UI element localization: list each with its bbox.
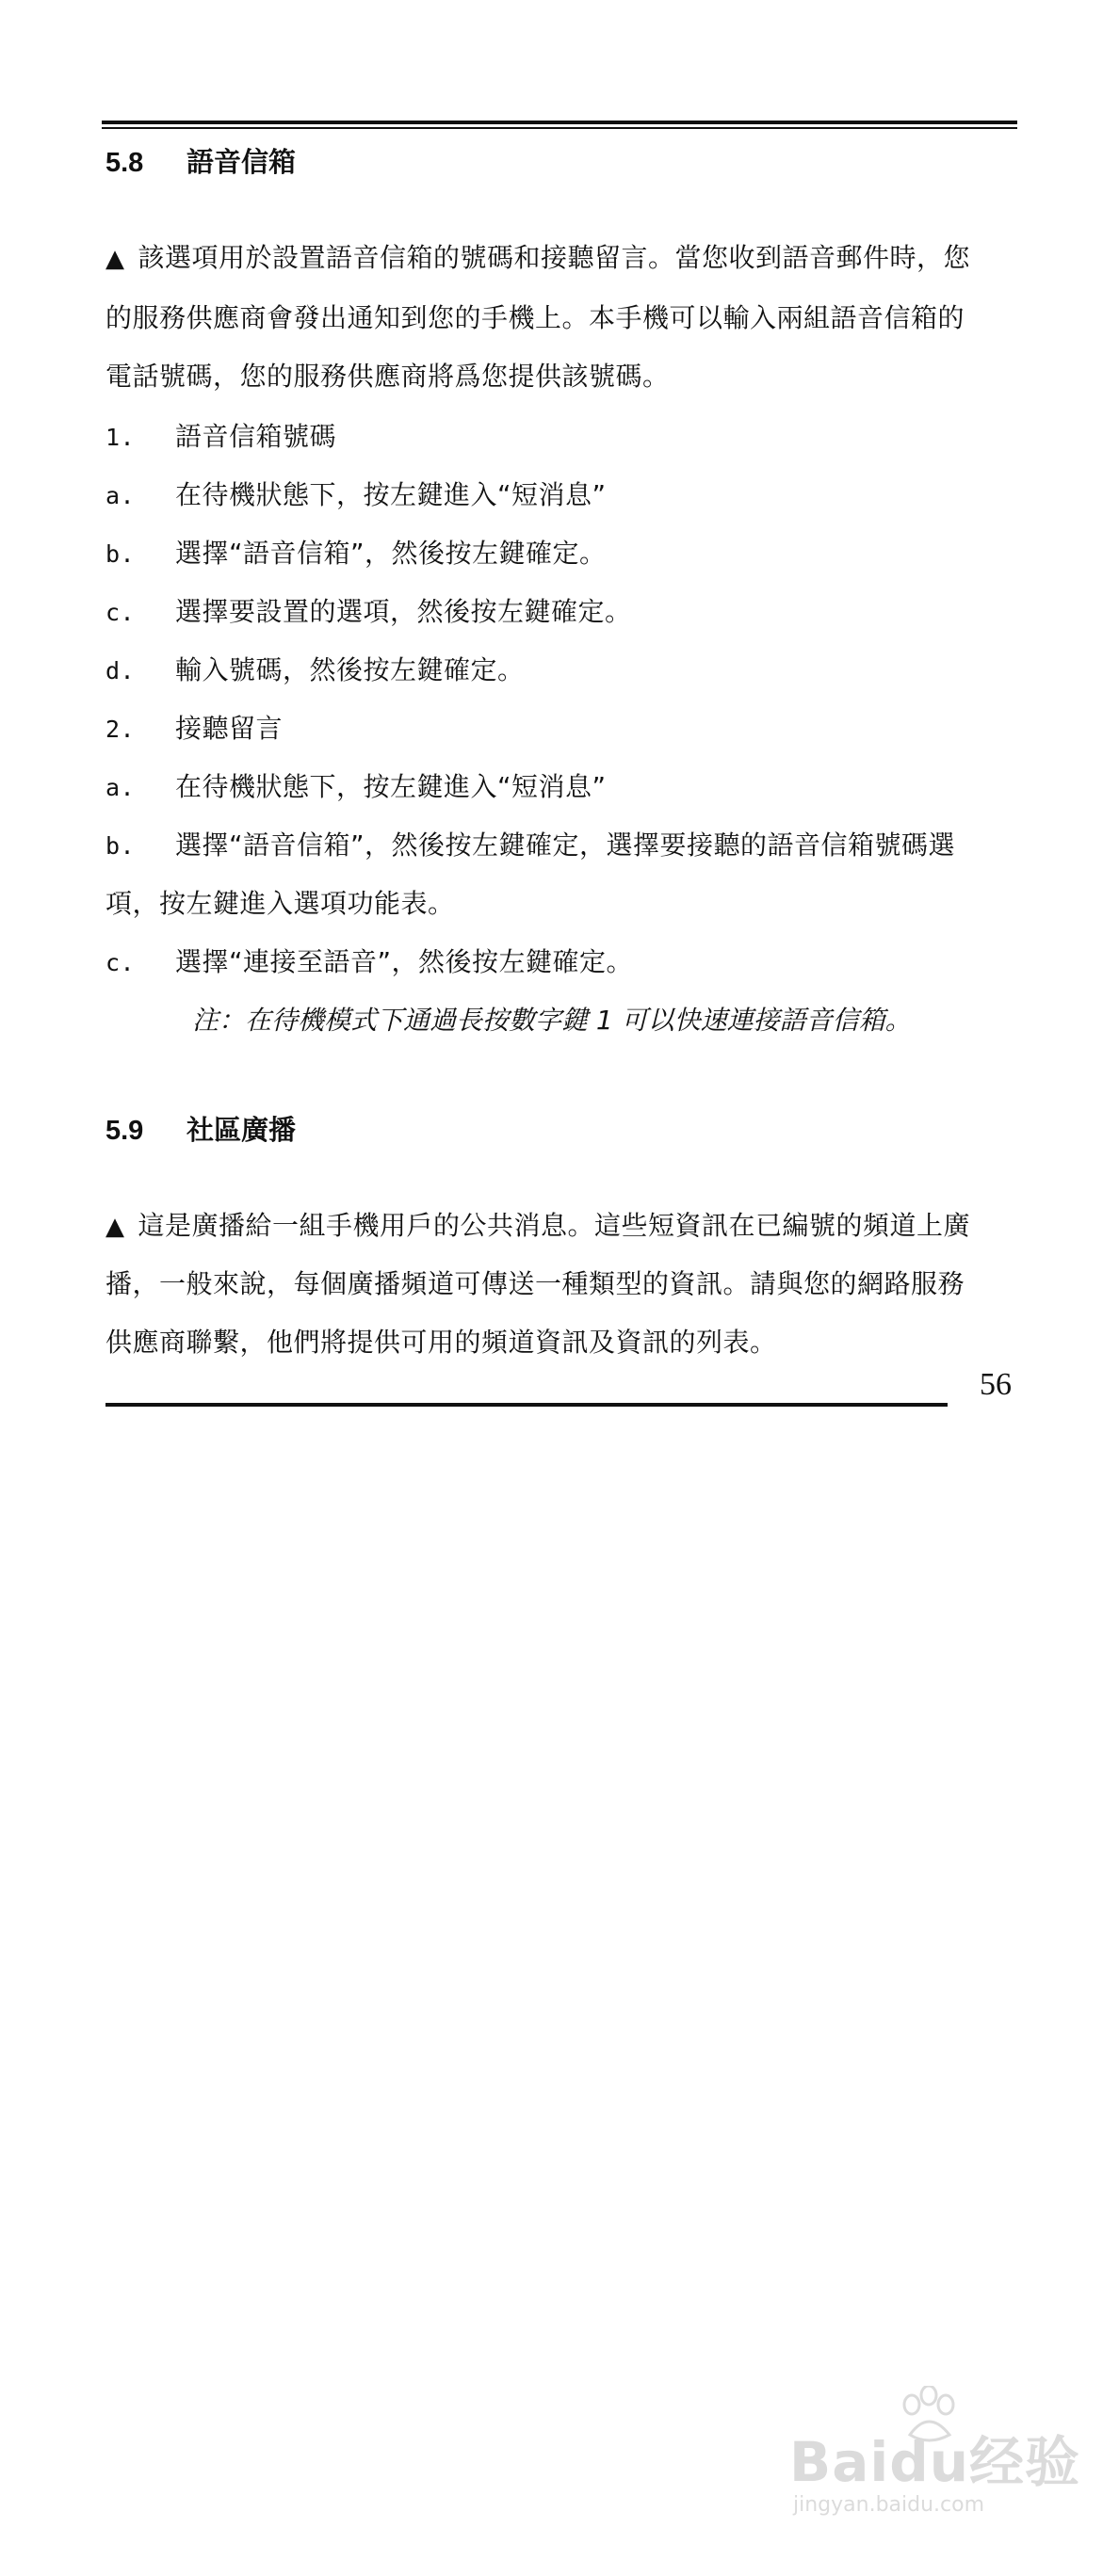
list-marker: d. <box>105 657 136 684</box>
list-item-text: 選擇“語音信箱”，然後按左鍵確定，選擇要接聽的語音信箱號碼選 <box>175 829 956 861</box>
list-item <box>105 416 336 454</box>
list-item <box>105 650 525 687</box>
paragraph-line: 的服務供應商會發出通知到您的手機上。本手機可以輸入兩組語音信箱的 <box>105 302 965 333</box>
list-item-text: 語音信箱號碼 <box>175 421 337 452</box>
header-rule-thin <box>102 127 1017 129</box>
list-marker: c. <box>105 949 136 976</box>
watermark-url: jingyan.baidu.com <box>793 2493 985 2517</box>
list-item-text: 在待機狀態下，按左鍵進入“短消息” <box>175 479 607 510</box>
list-marker: a. <box>105 774 136 801</box>
paragraph-line: 電話號碼，您的服務供應商將爲您提供該號碼。 <box>105 361 670 392</box>
footer-rule <box>105 1403 948 1407</box>
list-item <box>105 766 607 804</box>
list-marker: b. <box>105 540 136 568</box>
list-marker: 2. <box>105 716 136 743</box>
list-item-text: 在待機狀態下，按左鍵進入“短消息” <box>175 771 607 802</box>
list-item <box>105 825 955 862</box>
list-item <box>105 533 607 571</box>
list-item-text: 輸入號碼，然後按左鍵確定。 <box>175 654 525 685</box>
section-heading-5-9 <box>105 1109 296 1148</box>
list-item-text: 項，按左鍵進入選項功能表。 <box>105 888 455 919</box>
header-rule-thick <box>102 121 1017 124</box>
triangle-bullet-icon: ▲ <box>105 1213 125 1241</box>
note-text: 注：在待機模式下通過長按數字鍵 1 可以快速連接語音信箱。 <box>192 1005 912 1036</box>
section-number: 5.9 <box>105 1116 144 1146</box>
paragraph-line: ▲ 這是廣播給一組手機用戶的公共消息。這些短資訊在已編號的頻道上廣 <box>105 1210 971 1241</box>
section-number: 5.8 <box>105 148 144 178</box>
list-item-text: 接聽留言 <box>175 713 284 744</box>
page-number: 56 <box>980 1367 1012 1402</box>
list-item-continuation <box>105 883 455 921</box>
paragraph-line: 供應商聯繫，他們將提供可用的頻道資訊及資訊的列表。 <box>105 1327 777 1358</box>
list-marker: 1. <box>105 424 136 451</box>
list-item <box>105 708 283 746</box>
section-title: 語音信箱 <box>186 146 297 178</box>
list-item-text: 選擇“連接至語音”，然後按左鍵確定。 <box>175 946 634 977</box>
section-title: 社區廣播 <box>186 1114 297 1146</box>
section-heading-5-8 <box>105 141 296 180</box>
list-marker: a. <box>105 482 136 509</box>
header-double-rule <box>102 121 1017 129</box>
paragraph-line: ▲ 該選項用於設置語音信箱的號碼和接聽留言。當您收到語音郵件時，您 <box>105 242 971 273</box>
list-marker: c. <box>105 599 136 626</box>
baidu-watermark <box>789 2418 1081 2540</box>
list-marker: b. <box>105 832 136 860</box>
list-item-text: 選擇要設置的選項，然後按左鍵確定。 <box>175 596 632 627</box>
watermark-logo: Baidu经验 <box>789 2430 1081 2494</box>
list-item <box>105 942 633 979</box>
list-item <box>105 475 607 512</box>
list-item <box>105 591 632 629</box>
triangle-bullet-icon: ▲ <box>105 245 125 273</box>
paragraph-line: 播，一般來說，每個廣播頻道可傳送一種類型的資訊。請與您的網路服務 <box>105 1268 965 1299</box>
list-item-text: 選擇“語音信箱”，然後按左鍵確定。 <box>175 538 607 569</box>
